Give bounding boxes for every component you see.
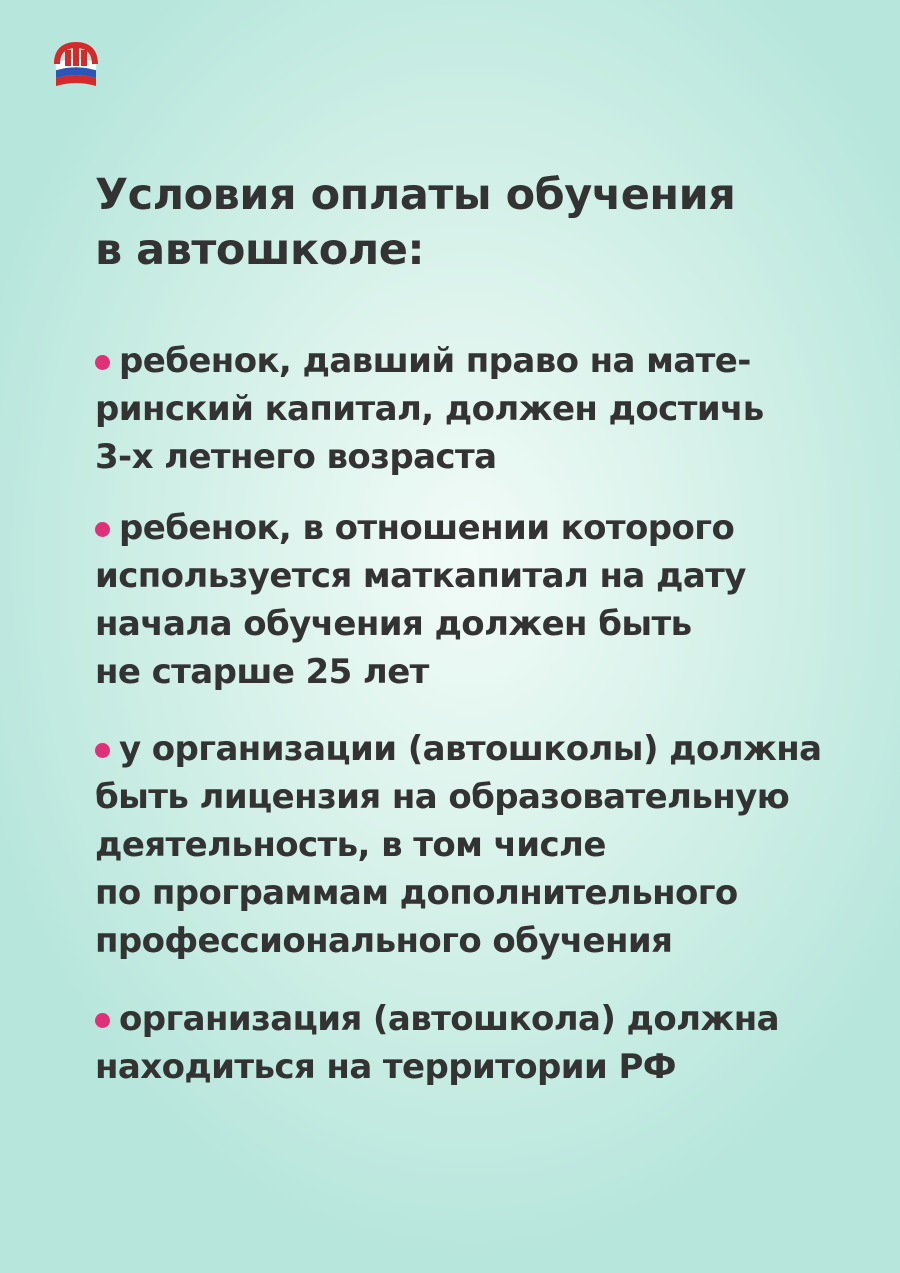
pfr-logo-icon [50, 38, 102, 90]
condition-line: у организации (автошколы) должна [119, 729, 822, 769]
condition-line: по программам дополнительного [95, 873, 738, 913]
condition-line: находиться на территории РФ [95, 1047, 676, 1087]
condition-item-license [95, 725, 855, 965]
condition-line: ринский капитал, должен достичь [95, 389, 764, 429]
bullet-icon [95, 355, 110, 370]
bullet-icon [95, 1013, 110, 1028]
bullet-icon [95, 743, 110, 758]
condition-line: не старше 25 лет [95, 652, 429, 692]
condition-line: ребенок, давший право на мате- [119, 341, 751, 381]
condition-item-recipient-age [95, 504, 855, 696]
condition-line: деятельность, в том числе [95, 825, 606, 865]
title-line-2: в автошколе: [95, 225, 425, 275]
condition-line: быть лицензия на образовательную [95, 777, 790, 817]
condition-line: начала обучения должен быть [95, 604, 692, 644]
bullet-icon [95, 522, 110, 537]
condition-line: организация (автошкола) должна [119, 999, 779, 1039]
title-line-1: Условия оплаты обучения [95, 170, 736, 220]
condition-line: ребенок, в отношении которого [119, 508, 735, 548]
condition-item-location [95, 995, 855, 1091]
condition-item-child-age [95, 337, 855, 481]
condition-line: используется маткапитал на дату [95, 556, 746, 596]
condition-line: профессионального обучения [95, 921, 673, 961]
page-title [95, 168, 815, 278]
condition-line: 3-х летнего возраста [95, 437, 497, 477]
